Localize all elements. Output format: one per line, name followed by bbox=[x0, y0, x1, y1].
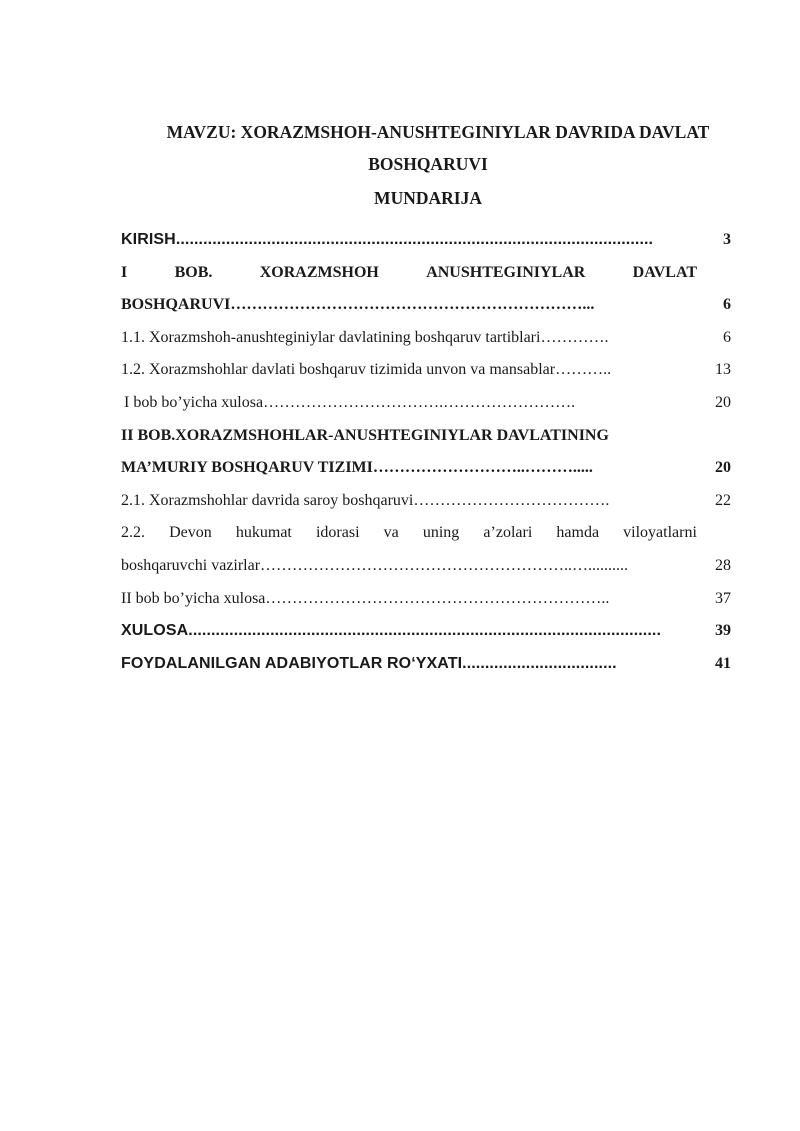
toc-word: va bbox=[383, 524, 399, 542]
toc-row-chapter2-conclusion bbox=[121, 583, 735, 616]
toc-page-number: 13 bbox=[715, 361, 731, 379]
toc-entry-label: 1.1. Xorazmshoh-anushteginiylar davlatining boshqaruv tartiblari…………. bbox=[121, 328, 609, 346]
toc-entry-label: XULOSA........................................................................................................ bbox=[121, 622, 661, 640]
toc-row-intro bbox=[121, 224, 735, 257]
document-title-line-2: BOSHQARUVI bbox=[368, 154, 488, 174]
toc-row-chapter1-heading bbox=[121, 257, 735, 290]
toc-page-number: 22 bbox=[715, 491, 731, 509]
toc-entry-label: FOYDALANILGAN ADABIYOTLAR RO‘YXATI.................................. bbox=[121, 654, 617, 672]
toc-word: BOB. bbox=[174, 263, 213, 281]
toc-row-chapter2 bbox=[121, 452, 735, 485]
toc-entry-label: I bob bo’yicha xulosa…………………………….……………………. bbox=[124, 393, 576, 411]
toc-word: 2.2. bbox=[121, 524, 145, 542]
toc-row-chapter1 bbox=[121, 289, 735, 322]
toc-entry-label: II BOB.XORAZMSHOHLAR-ANUSHTEGINIYLAR DAVLATINING bbox=[121, 426, 609, 444]
toc-page-number: 6 bbox=[723, 328, 731, 346]
toc-word: ANUSHTEGINIYLAR bbox=[426, 263, 586, 281]
toc-page-number: 3 bbox=[723, 231, 731, 248]
toc-page-number: 37 bbox=[715, 589, 731, 607]
toc-entry-label-justified bbox=[121, 257, 697, 290]
toc-entry-label: 1.2. Xorazmshohlar davlati boshqaruv tizimida unvon va mansablar……….. bbox=[121, 361, 612, 379]
toc-entry-label: II bob bo’yicha xulosa……………………………………………………….. bbox=[121, 589, 610, 607]
title-block bbox=[120, 116, 736, 214]
toc-page-number: 6 bbox=[723, 296, 731, 314]
toc-page-number: 39 bbox=[715, 622, 731, 640]
toc-row-references bbox=[121, 648, 735, 681]
toc-row-section-1-1 bbox=[121, 322, 735, 355]
toc-page-number: 28 bbox=[715, 556, 731, 574]
toc-page-number: 20 bbox=[715, 393, 731, 411]
toc-row-section-2-2 bbox=[121, 550, 735, 583]
toc-word: hamda bbox=[556, 524, 600, 542]
toc-word: I bbox=[121, 263, 128, 281]
contents-heading: MUNDARIJA bbox=[374, 188, 482, 208]
toc-entry-label: MA’MURIY BOSHQARUV TIZIMI………………………..………..... bbox=[121, 459, 593, 477]
toc-word: hukumat bbox=[235, 524, 292, 542]
toc-entry-label: boshqaruvchi vazirlar…………………………………………………..….......... bbox=[121, 556, 629, 574]
toc-page-number: 41 bbox=[715, 654, 731, 672]
toc-row-section-2-1 bbox=[121, 485, 735, 518]
toc-word: XORAZMSHOH bbox=[259, 263, 379, 281]
toc-word: Devon bbox=[169, 524, 212, 542]
toc-row-section-2-2-line1 bbox=[121, 517, 735, 550]
toc-entry-label: BOSHQARUVI…………………………………………………………... bbox=[121, 296, 595, 314]
toc-row-chapter2-heading bbox=[121, 420, 735, 453]
toc-entry-label: KIRISH......................................................................................................... bbox=[121, 231, 654, 248]
toc-row-chapter1-conclusion bbox=[121, 387, 735, 420]
table-of-contents bbox=[121, 224, 735, 680]
toc-word: viloyatlarni bbox=[623, 524, 697, 542]
toc-word: idorasi bbox=[315, 524, 360, 542]
toc-word: uning bbox=[422, 524, 460, 542]
toc-word: DAVLAT bbox=[632, 263, 697, 281]
toc-entry-label-justified bbox=[121, 517, 697, 550]
toc-row-conclusion bbox=[121, 615, 735, 648]
toc-row-section-1-2 bbox=[121, 354, 735, 387]
toc-entry-label: 2.1. Xorazmshohlar davrida saroy boshqaruvi………………………………. bbox=[121, 491, 610, 509]
document-title-line-1: MAVZU: XORAZMSHOH-ANUSHTEGINIYLAR DAVRIDA DAVLAT bbox=[166, 122, 710, 142]
toc-word: a’zolari bbox=[483, 524, 533, 542]
toc-page-number: 20 bbox=[715, 459, 731, 477]
